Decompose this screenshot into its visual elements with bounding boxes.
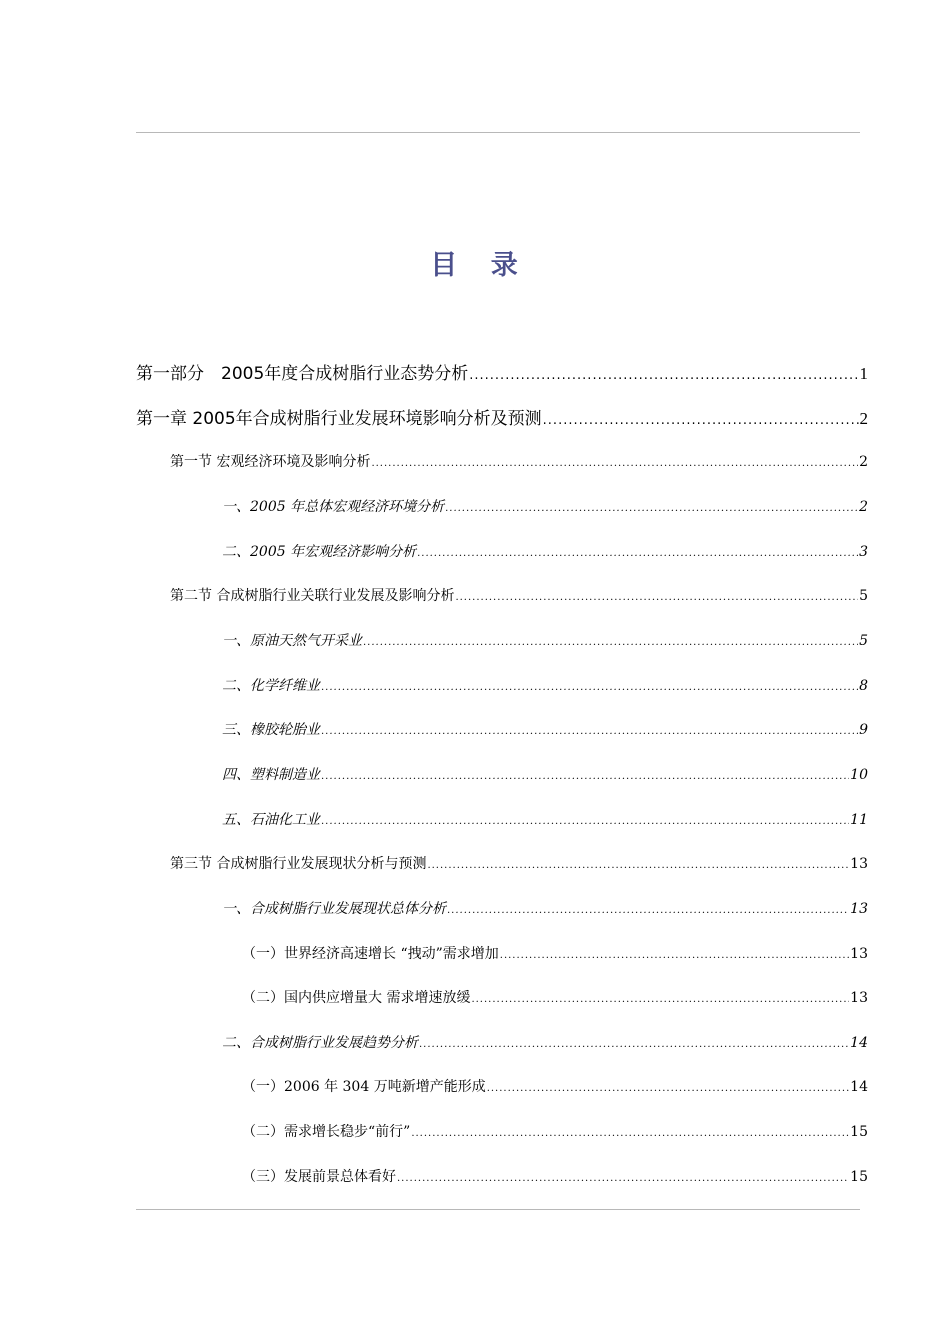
toc-dot-leader	[487, 1083, 849, 1094]
toc-entry-text: （二）国内供应增量大 需求增速放缓	[242, 990, 471, 1006]
toc-entry-page: 14	[850, 1079, 868, 1095]
toc-entry-subsection[interactable]	[222, 496, 868, 516]
toc-entry-page: 1	[859, 364, 868, 383]
toc-entry-subsection[interactable]	[222, 541, 868, 561]
toc-entry-page: 13	[850, 856, 868, 872]
toc-entry-item[interactable]	[242, 943, 868, 963]
toc-entry-page: 2	[859, 454, 868, 470]
toc-dot-leader	[363, 637, 858, 648]
toc-entry-text: 第一节 宏观经济环境及影响分析	[170, 454, 371, 470]
toc-entry-item[interactable]	[242, 1166, 868, 1186]
toc-entry-text: （一）2006 年 304 万吨新增产能形成	[242, 1079, 486, 1095]
toc-entry-page: 10	[850, 767, 868, 783]
toc-entry-section[interactable]	[170, 853, 868, 873]
toc-entry-text: 五、石油化工业	[222, 812, 320, 828]
toc-entry-text: 一、合成树脂行业发展现状总体分析	[222, 901, 446, 917]
toc-entry-text: 一、2005 年总体宏观经济环境分析	[222, 499, 445, 515]
toc-entry-page: 3	[859, 544, 868, 560]
toc-dot-leader	[417, 548, 858, 559]
toc-dot-leader	[321, 726, 858, 737]
toc-entry-item[interactable]	[242, 1076, 868, 1096]
toc-entry-part[interactable]	[136, 359, 868, 384]
toc-entry-page: 13	[850, 990, 868, 1006]
toc-entry-text: 二、合成树脂行业发展趋势分析	[222, 1035, 418, 1051]
toc-dot-leader	[427, 860, 849, 871]
toc-entry-text: 一、原油天然气开采业	[222, 633, 362, 649]
toc-entry-page: 8	[859, 678, 868, 694]
toc-entry-page: 2	[859, 409, 868, 428]
toc-entry-page: 9	[859, 722, 868, 738]
toc-dot-leader	[371, 458, 858, 469]
toc-entry-section[interactable]	[170, 585, 868, 605]
toc-dot-leader	[321, 816, 849, 827]
toc-entry-text: 第二节 合成树脂行业关联行业发展及影响分析	[170, 588, 455, 604]
toc-entry-text: 四、塑料制造业	[222, 767, 320, 783]
toc-entry-page: 11	[850, 812, 868, 828]
toc-title: 目 录	[430, 250, 530, 281]
toc-entry-text: 第一部分 2005年度合成树脂行业态势分析	[136, 364, 469, 384]
toc-entry-text: 二、2005 年宏观经济影响分析	[222, 544, 417, 560]
toc-entry-subsection[interactable]	[222, 675, 868, 695]
toc-entry-subsection[interactable]	[222, 630, 868, 650]
toc-entry-chapter[interactable]	[136, 404, 868, 429]
toc-dot-leader	[321, 682, 858, 693]
toc-dot-leader	[321, 771, 849, 782]
toc-entry-page: 2	[859, 499, 868, 515]
toc-entry-item[interactable]	[242, 1121, 868, 1141]
toc-entry-page: 13	[850, 946, 868, 962]
toc-entry-text: 第三节 合成树脂行业发展现状分析与预测	[170, 856, 427, 872]
toc-dot-leader	[397, 1173, 849, 1184]
toc-entry-page: 5	[859, 633, 868, 649]
toc-dot-leader	[500, 950, 849, 961]
toc-dot-leader	[419, 1039, 849, 1050]
toc-dot-leader	[445, 503, 858, 514]
toc-entry-page: 5	[859, 588, 868, 604]
toc-dot-leader	[469, 368, 858, 383]
toc-entry-page: 13	[850, 901, 868, 917]
toc-dot-leader	[447, 905, 849, 916]
toc-entry-text: 第一章 2005年合成树脂行业发展环境影响分析及预测	[136, 409, 542, 429]
footer-rule	[136, 1209, 860, 1210]
toc-entry-subsection[interactable]	[222, 898, 868, 918]
toc-entry-page: 15	[850, 1169, 868, 1185]
toc-entry-text: （三）发展前景总体看好	[242, 1169, 396, 1185]
toc-entry-section[interactable]	[170, 451, 868, 471]
header-rule	[136, 132, 860, 133]
toc-entry-text: （二）需求增长稳步“前行”	[242, 1124, 411, 1140]
toc-entry-subsection[interactable]	[222, 719, 868, 739]
toc-entry-text: （一）世界经济高速增长 “拽动”需求增加	[242, 946, 499, 962]
toc-dot-leader	[455, 592, 858, 603]
toc-entry-text: 二、化学纤维业	[222, 678, 320, 694]
toc-entry-subsection[interactable]	[222, 809, 868, 829]
toc-entry-item[interactable]	[242, 987, 868, 1007]
toc-dot-leader	[411, 1128, 849, 1139]
toc-dot-leader	[471, 994, 849, 1005]
toc-entry-page: 14	[850, 1035, 868, 1051]
toc-entry-subsection[interactable]	[222, 764, 868, 784]
toc-entry-text: 三、橡胶轮胎业	[222, 722, 320, 738]
toc-entry-page: 15	[850, 1124, 868, 1140]
toc-entry-subsection[interactable]	[222, 1032, 868, 1052]
toc-dot-leader	[543, 413, 859, 428]
